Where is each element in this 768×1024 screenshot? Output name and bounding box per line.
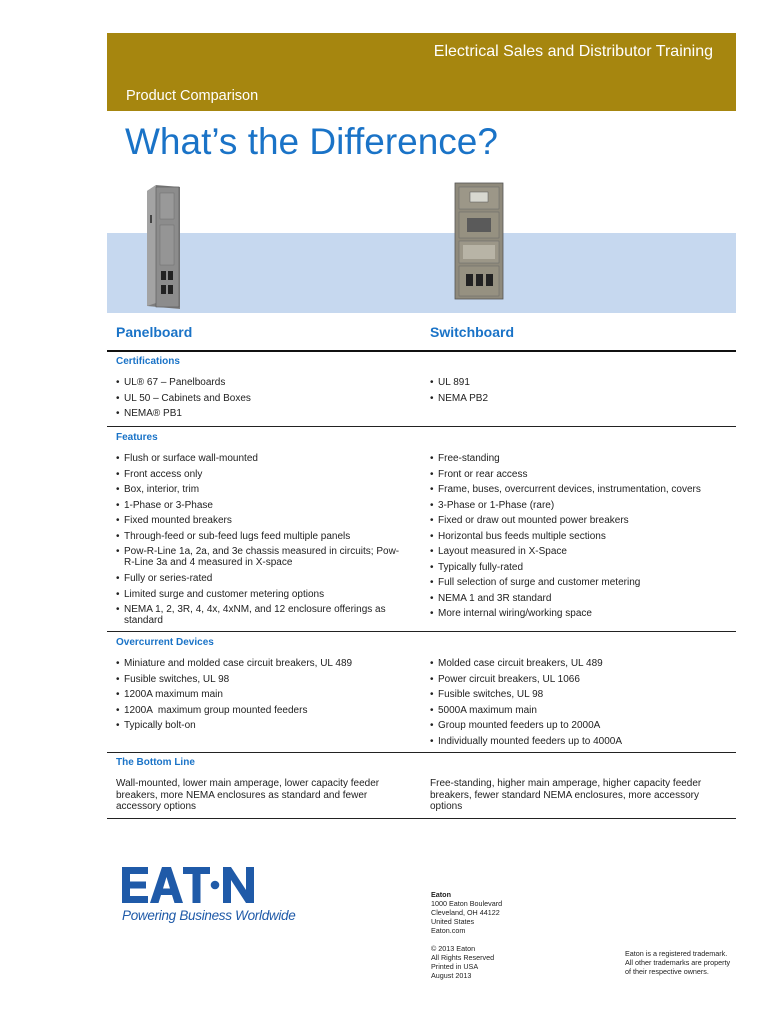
- list-item: • Front or rear access: [430, 467, 730, 483]
- list-item: • 1200A maximum main: [116, 687, 416, 703]
- switchboard-summary: Free-standing, higher main amperage, higher capacity feeder breakers, fewer standard NEMA enclosures, more accessory options: [430, 778, 702, 812]
- features-title: Features: [116, 432, 158, 443]
- list-item: • 5000A maximum main: [430, 703, 730, 719]
- list-item: • Typically bolt-on: [116, 718, 416, 734]
- section-divider: [107, 818, 736, 819]
- list-item: • Full selection of surge and customer metering: [430, 575, 730, 591]
- list-item: • 1-Phase or 3-Phase: [116, 498, 401, 514]
- list-item: • Layout measured in X-Space: [430, 544, 730, 560]
- list-item: • Fixed or draw out mounted power breakers: [430, 513, 730, 529]
- list-item: • Fusible switches, UL 98: [430, 687, 730, 703]
- header-divider: [107, 350, 736, 352]
- overcurrent-right-list: [430, 656, 730, 749]
- list-item: • Limited surge and customer metering options: [116, 587, 401, 603]
- list-item: • Pow-R-Line 1a, 2a, and 3e chassis measured in circuits; Pow-R-Line 3a and 4 measured in X-space: [116, 546, 401, 568]
- address-line: United States: [431, 917, 475, 926]
- list-item: • 1200A maximum group mounted feeders: [116, 703, 416, 719]
- logo-tagline: Powering Business Worldwide: [122, 908, 296, 923]
- website: Eaton.com: [431, 926, 466, 935]
- list-item: • NEMA 1 and 3R standard: [430, 591, 730, 607]
- product-image-band: [107, 233, 736, 313]
- switchboard-image: [454, 182, 504, 300]
- legal-line: Printed in USA: [431, 962, 479, 971]
- certifications-left-list: [116, 375, 416, 422]
- company-name: Eaton: [431, 890, 451, 899]
- address-line: Cleveland, OH 44122: [431, 908, 500, 917]
- list-item: • NEMA® PB1: [116, 406, 416, 422]
- section-label: Product Comparison: [126, 88, 259, 104]
- legal-line: © 2013 Eaton: [431, 944, 476, 953]
- list-item: • Horizontal bus feeds multiple sections: [430, 529, 730, 545]
- features-right-list: [430, 451, 730, 622]
- section-divider: [107, 752, 736, 753]
- list-item: • 3-Phase or 1-Phase (rare): [430, 498, 730, 514]
- list-item: • Molded case circuit breakers, UL 489: [430, 656, 730, 672]
- list-item: • More internal wiring/working space: [430, 606, 730, 622]
- list-item: • Fixed mounted breakers: [116, 513, 401, 529]
- panelboard-image: [144, 185, 180, 309]
- list-item: • Front access only: [116, 467, 401, 483]
- list-item: • Miniature and molded case circuit breakers, UL 489: [116, 656, 416, 672]
- eaton-logo: [122, 866, 302, 923]
- list-item: • Power circuit breakers, UL 1066: [430, 672, 730, 688]
- features-left-list: [116, 451, 401, 626]
- section-divider: [107, 631, 736, 632]
- list-item: • UL® 67 – Panelboards: [116, 375, 416, 391]
- list-item: • NEMA PB2: [430, 391, 730, 407]
- panelboard-heading: Panelboard: [116, 324, 193, 340]
- certifications-title: Certifications: [116, 356, 180, 367]
- list-item: • Frame, buses, overcurrent devices, instrumentation, covers: [430, 482, 730, 498]
- list-item: • Through-feed or sub-feed lugs feed multiple panels: [116, 529, 401, 545]
- list-item: • Fusible switches, UL 98: [116, 672, 416, 688]
- header-banner: [107, 33, 736, 111]
- list-item: • UL 50 – Cabinets and Boxes: [116, 391, 416, 407]
- list-item: • Typically fully-rated: [430, 560, 730, 576]
- certifications-right-list: [430, 375, 730, 406]
- switchboard-heading: Switchboard: [430, 324, 515, 340]
- list-item: • Free-standing: [430, 451, 730, 467]
- list-item: • Fully or series-rated: [116, 571, 401, 587]
- page-title: What’s the Difference?: [125, 121, 498, 162]
- overcurrent-left-list: [116, 656, 416, 734]
- trademark-notice: [625, 949, 730, 976]
- section-divider: [107, 426, 736, 427]
- trademark-line: Eaton is a registered trademark.: [625, 949, 728, 958]
- list-item: • Box, interior, trim: [116, 482, 401, 498]
- list-item: • Group mounted feeders up to 2000A: [430, 718, 730, 734]
- trademark-line: All other trademarks are property: [625, 958, 731, 967]
- address-block: [431, 890, 502, 980]
- list-item: • Flush or surface wall-mounted: [116, 451, 401, 467]
- list-item: • Individually mounted feeders up to 4000A: [430, 734, 730, 750]
- list-item: • UL 891: [430, 375, 730, 391]
- address-line: 1000 Eaton Boulevard: [431, 899, 503, 908]
- legal-line: August 2013: [431, 971, 472, 980]
- list-item: • NEMA 1, 2, 3R, 4, 4x, 4xNM, and 12 enclosure offerings as standard: [116, 604, 401, 626]
- legal-line: All Rights Reserved: [431, 953, 495, 962]
- trademark-line: of their respective owners.: [625, 967, 709, 976]
- eaton-wordmark: [122, 866, 254, 904]
- bottom-line-title: The Bottom Line: [116, 757, 195, 768]
- training-title: Electrical Sales and Distributor Training: [433, 43, 713, 60]
- overcurrent-title: Overcurrent Devices: [116, 637, 214, 648]
- panelboard-summary: Wall-mounted, lower main amperage, lower capacity feeder breakers, more NEMA enclosures as standard and fewer accessory options: [116, 778, 380, 812]
